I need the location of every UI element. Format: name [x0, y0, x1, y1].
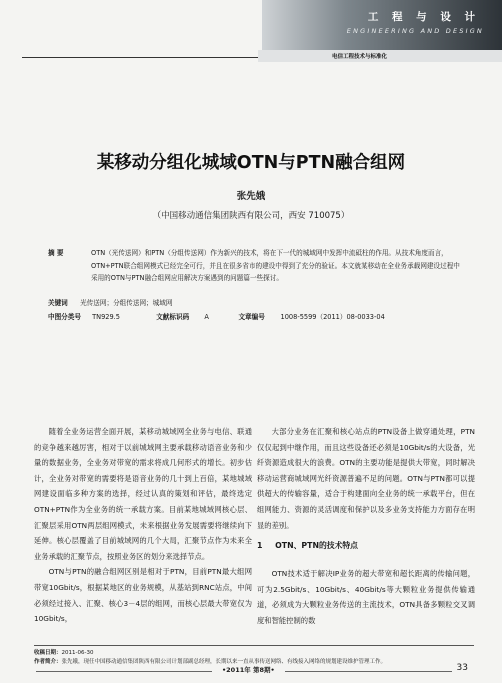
journal-title-en: ENGINEERING AND DESIGN: [346, 27, 484, 35]
issue-label: •2011年 第8期•: [212, 665, 285, 674]
article-title: 某移动分组化城域OTN与PTN融合组网: [96, 153, 406, 173]
received-date: [34, 648, 93, 656]
section-number: 1: [257, 541, 263, 550]
body-right-column: [257, 424, 475, 533]
body-left-column: [34, 424, 252, 627]
classification-row: [48, 311, 468, 324]
doc-code-value: A: [204, 313, 209, 321]
author-bio-label: 作者简介：: [34, 659, 62, 665]
page-footer: [0, 663, 502, 681]
body-right-column-2: [257, 566, 475, 628]
column-name: 电信工程技术与标准化: [332, 54, 388, 60]
body-paragraph: 大部分业务在汇聚和核心站点的PTN设备上做穿通处理，PTN仅仅起到中继作用，而且这些设备还必须是10Gbit/s的大设备，光纤资源造成很大的浪费。OTN的主要功能是提供大带宽，同时解决移动运营商城域网光纤资源普遍不足的问题。OTN与PTN都可以提供超大的传输容量，适合于构建面向全业务的统一承载平台，但在组网能力、资源的灵活调度和保护以及多业务支持能力方面存在明显的差别。: [257, 427, 475, 530]
body-paragraph: 随着全业务运营全面开展，某移动城域网全业务与电信、联通的竞争越来越厉害，相对于以前城域网主要承载移动语音业务和少量的数据业务，全业务对带宽的需求将成几何形式的增长。初步估计，全业务对带宽的需要将是语音业务的几十到上百倍，某地城域网建设面临多种方案的选择，经过认真的策划和评估，最终选定OTN+PTN作为全业务的统一承载方案。目前某地城域网核心层、汇聚层采用OTN两层组网模式，未来根据业务发展需要将继续向下延伸。核心层覆盖了目前城域网的几个大局，汇聚节点作为未来全业务承载的汇聚节点，按照业务区的划分来选择节点。: [34, 427, 252, 561]
article-author: 张先娥: [236, 191, 266, 202]
footnote-rule: [34, 645, 474, 646]
keywords-label: 关键词: [48, 299, 68, 307]
keywords-row: [48, 297, 468, 310]
clc-value: TN929.5: [92, 313, 120, 321]
body-paragraph: OTN技术适于解决IP业务的超大带宽和超长距离的传输问题，可为2.5Gbit/s、10Gbit/s、40Gbit/s等大颗粒业务提供传输通道，必须成为大颗粒业务传送的主流技术，OTN具备多颗粒交叉调度和智能控制的数: [257, 569, 475, 625]
clc-label: 中图分类号: [48, 313, 81, 321]
body-paragraph: OTN与PTN的融合组网区别是相对于PTN，目前PTN最大组网带宽10Gbit/s，根据某地区的业务规模，从基站到RNC站点，中间必须经过接入、汇聚、核心3－4层的组网，而核心层最大带宽仅为10Gbit/s，: [34, 567, 252, 624]
author-bio-text: 张先娥，现任中国移动通信集团陕西有限公司计划部副总经理，长期以来一直从事传送网络、有线接入网络的规划建设维护管理工作。: [61, 659, 387, 665]
section-title: OTN、PTN的技术特点: [275, 541, 358, 550]
received-label: 收稿日期：: [34, 650, 62, 656]
abstract-text: OTN（光传送网）和PTN（分组传送网）作为新兴的技术，将在下一代的城域网中发挥中流砥柱的作用。从技术角度而言，OTN+PTN联合组网模式已经完全可行，并且在很多省市的建设中得到了充分的验证。本文就某移动在全业务承载网建设过程中采用的OTN与PTN融合组网应用解决方案遇到的问题篇一些探讨。: [91, 249, 460, 282]
abstract-label: 摘 要: [48, 249, 64, 257]
section-heading: [257, 540, 358, 551]
doc-code-label: 文献标识码: [156, 313, 190, 321]
article-no-value: 1008-5599（2011）08-0033-04: [280, 313, 385, 321]
keywords-value: 光传送网；分组传送网；城域网: [80, 299, 173, 307]
author-affiliation: （中国移动通信集团陕西有限公司，西安 710075）: [152, 211, 350, 221]
received-value: 2011-06-30: [61, 650, 94, 656]
journal-title-cn: 工 程 与 设 计: [367, 11, 480, 23]
page-number: 33: [453, 663, 472, 673]
article-no-label: 文章编号: [238, 313, 265, 321]
header-rule: [22, 57, 258, 58]
header-banner: [262, 0, 502, 50]
